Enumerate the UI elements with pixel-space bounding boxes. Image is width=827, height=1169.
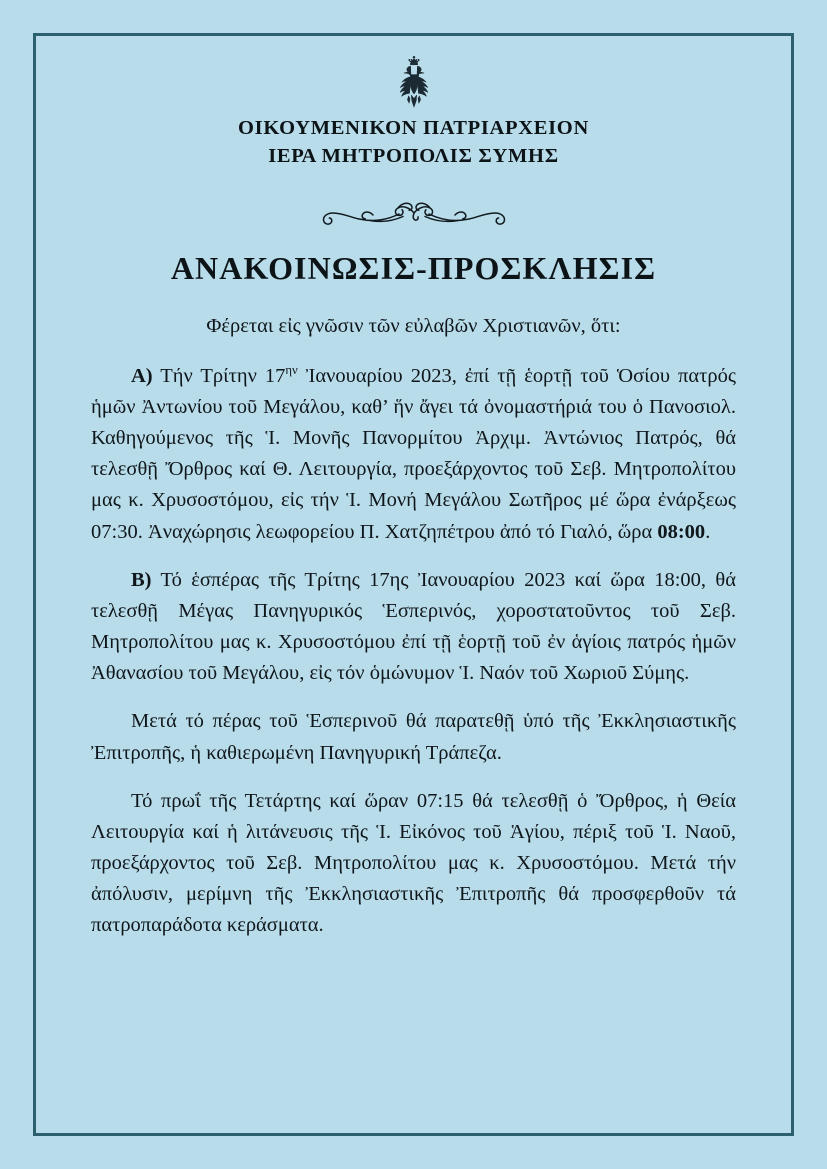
ornament-container xyxy=(91,194,736,228)
paragraph-a-text-end: . xyxy=(705,520,711,543)
document-content xyxy=(33,33,794,1136)
double-headed-eagle-emblem xyxy=(391,55,437,111)
paragraph-b-label: Β) xyxy=(131,568,152,591)
paragraph-a-label: Α) xyxy=(131,364,153,387)
paragraph-c: Μετά τό πέρας τοῦ Ἑσπερινοῦ θά παρατεθῇ ὑπό τῆς Ἐκκλησιαστικῆς Ἐπιτροπῆς, ἡ καθιερωμένη Πανηγυρική Τράπεζα. xyxy=(91,710,736,764)
masthead xyxy=(91,115,736,170)
flourish-divider-ornament xyxy=(311,194,517,228)
masthead-line-1: ΟΙΚΟΥΜΕΝΙΚΟΝ ΠΑΤΡΙΑΡΧΕΙΟΝ xyxy=(238,117,589,139)
paragraph-b-text: Τό ἑσπέρας τῆς Τρίτης 17ης Ἰανουαρίου 2023 καί ὥρα 18:00, θά τελεσθῇ Μέγας Πανηγυρικός Ἑσπερινός, χοροστατοῦντος τοῦ Σεβ. Μητροπολίτου μας κ. Χρυσοστόμου ἐπί τῇ ἑορτῇ τοῦ ἐν ἁγίοις πατρός ἡμῶν Ἀθανασίου τοῦ Μεγάλου, εἰς τόν ὁμώνυμον Ἱ. Ναόν τοῦ Χωριοῦ Σύμης. xyxy=(91,568,736,685)
emblem-container xyxy=(91,55,736,111)
lead-text: Φέρεται εἰς γνῶσιν τῶν εὐλαβῶν Χριστιανῶν, ὅτι: xyxy=(206,315,621,338)
paragraph-a-text-before-ordinal: Τήν Τρίτην 17 xyxy=(152,364,286,387)
masthead-line-2: ΙΕΡΑ ΜΗΤΡΟΠΟΛΙΣ ΣΥΜΗΣ xyxy=(268,144,559,167)
paragraph-b xyxy=(91,565,736,690)
page-title: ΑΝΑΚΟΙΝΩΣΙΣ-ΠΡΟΣΚΛΗΣΙΣ xyxy=(170,250,657,287)
paragraph-a-bus-departure-time: 08:00 xyxy=(657,520,706,543)
paragraph-a-ordinal-suffix: ην xyxy=(285,362,298,377)
paragraph-d: Τό πρωΐ τῆς Τετάρτης καί ὥραν 07:15 θά τελεσθῇ ὁ Ὄρθρος, ἡ Θεία Λειτουργία καί ἡ λιτάνευσις τῆς Ἱ. Εἰκόνος τοῦ Ἁγίου, πέριξ τοῦ Ἱ. Ναοῦ, προεξάρχοντος τοῦ Σεβ. Μητροπολίτου μας κ. Χρυσοστόμου. Μετά τήν ἀπόλυσιν, μερίμνη τῆς Ἐκκλησιαστικῆς Ἐπιτροπῆς θά προσφερθοῦν τά πατροπαράδοτα κεράσματα. xyxy=(91,789,736,937)
paragraph-a-text-after-ordinal: Ἰανουαρίου 2023, ἐπί τῇ ἑορτῇ τοῦ Ὁσίου πατρός ἡμῶν Ἀντωνίου τοῦ Μεγάλου, καθ’ ἥν ἄγει τά ὀνομαστήριά του ὁ Πανοσιολ. Καθηγούμενος τῆς Ἱ. Μονῆς Πανορμίτου Ἀρχιμ. Ἀντώνιος Πατρός, θά τελεσθῇ Ὄρθρος καί Θ. Λειτουργία, προεξάρχοντος τοῦ Σεβ. Μητροπολίτου μας κ. Χρυσοστόμου, εἰς τήν Ἱ. Μονή Μεγάλου Σωτῆρος μέ ὥρα ἐνάρξεως 07:30. Ἀναχώρησις λεωφορείου Π. Χατζηπέτρου ἀπό τό Γιαλό, ὥρα xyxy=(91,364,736,543)
paragraph-a xyxy=(91,361,736,548)
